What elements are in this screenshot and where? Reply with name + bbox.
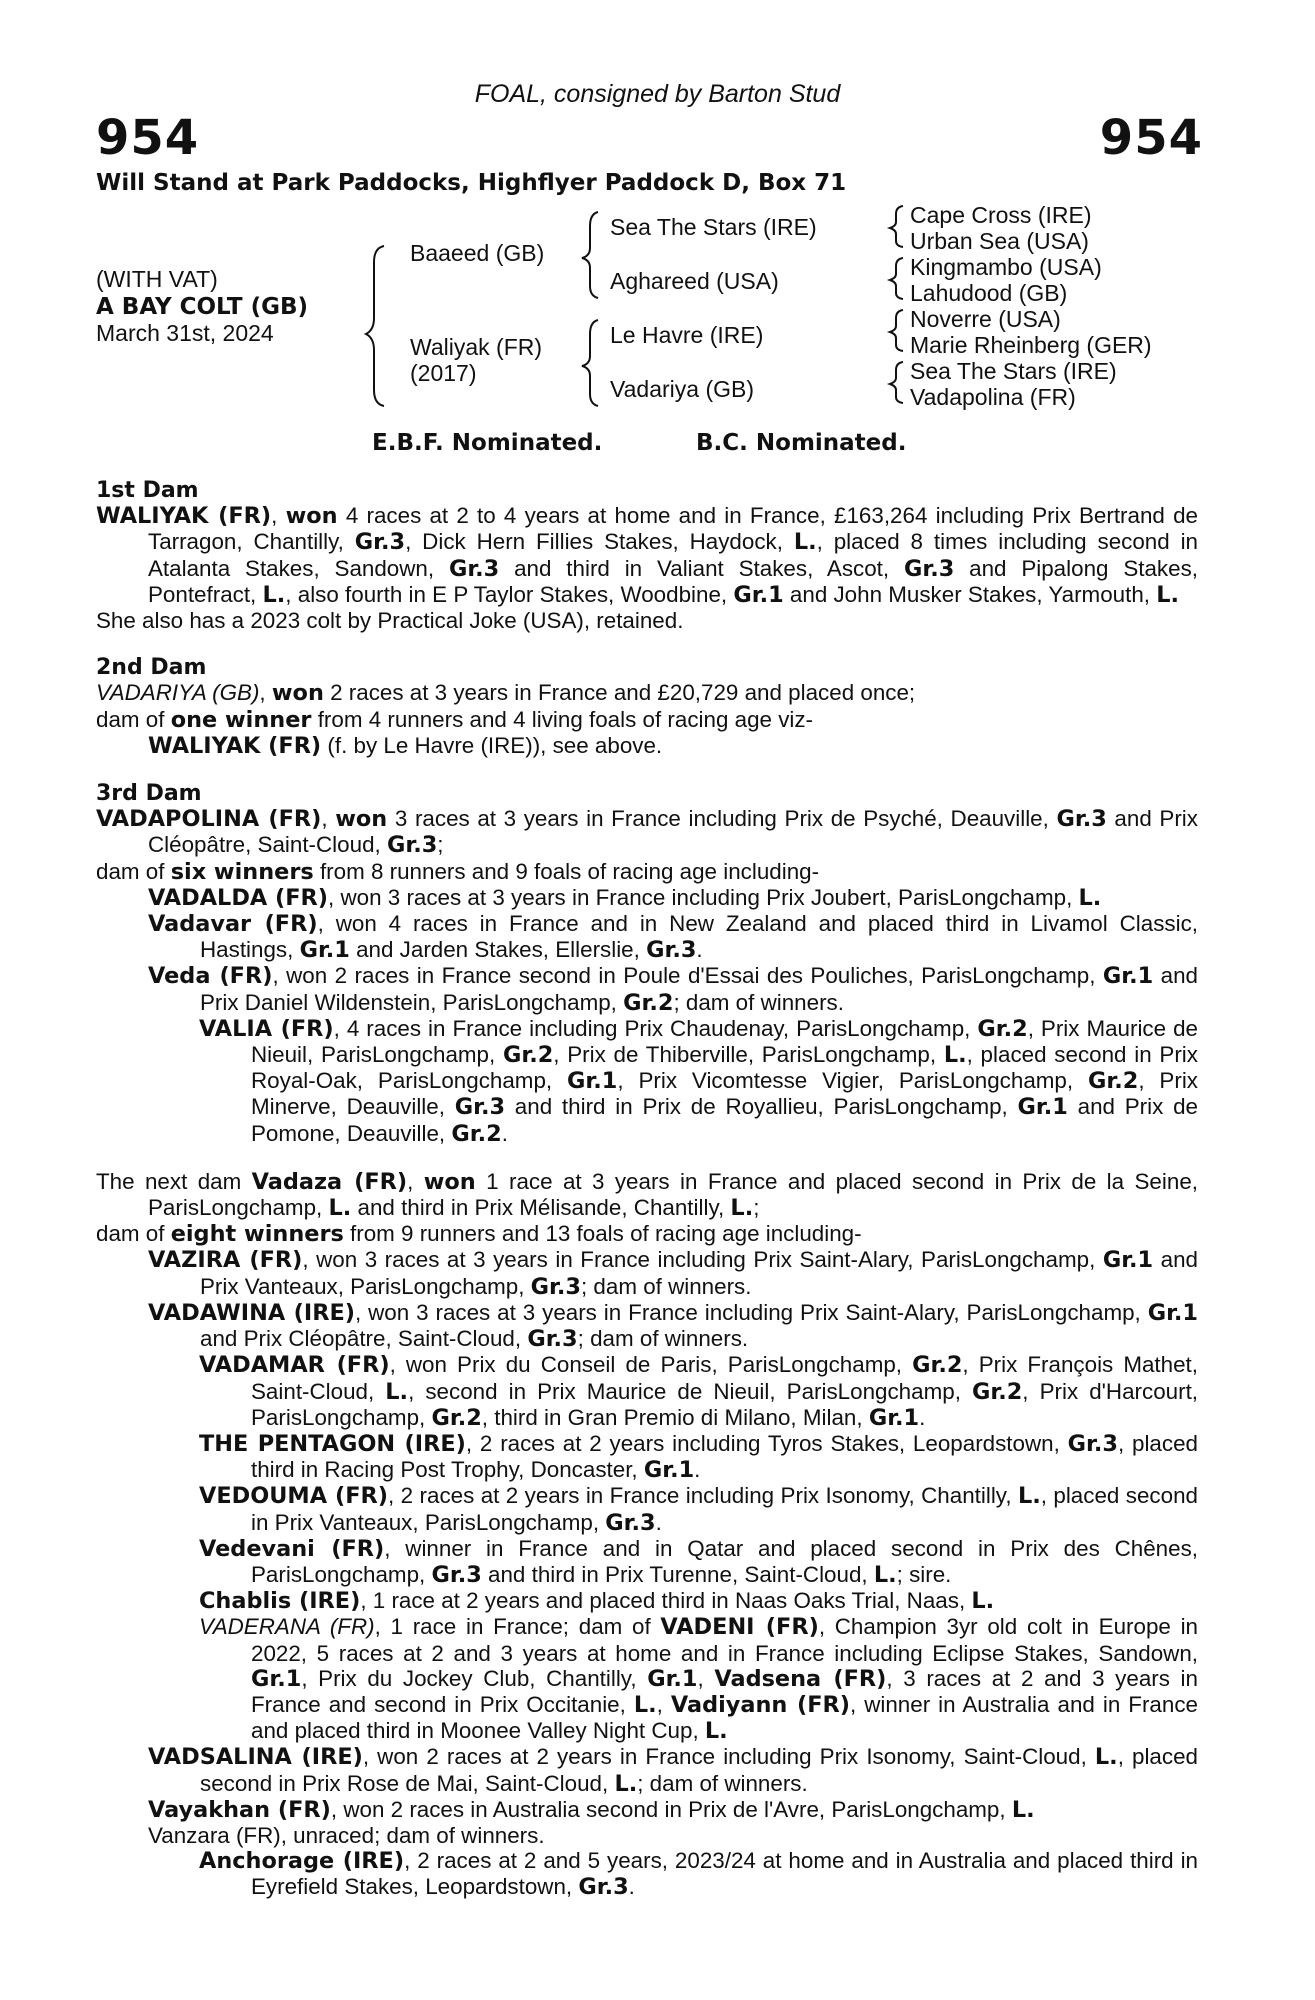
gen3-item: Kingmambo (USA)	[910, 254, 1102, 280]
ebf-nomination: E.B.F. Nominated.	[372, 430, 603, 456]
brace-gen3-2	[890, 258, 903, 299]
offspring-entry: Vanzara (FR), unraced; dam of winners.	[148, 1822, 545, 1848]
produce-record	[96, 478, 1198, 1901]
grand-offspring-entry: VADERANA (FR), 1 race in France; dam of VADENI (FR), Champion 3yr old colt in Europe in 2022, 5 races at 2 and 3 years at home and in France including Eclipse Stakes, Sandown, Gr.1, Prix du Jockey Club, Chantilly, Gr.1, Vadsena (FR), 3 races at 2 and 3 years in France and second in Prix Occitanie, L., Vadiyann (FR), winner in Australia and in France and placed third in Moonee Valley Night Cup, L.	[199, 1614, 1198, 1745]
gen3-item: Marie Rheinberg (GER)	[910, 332, 1152, 358]
gen3-item: Sea The Stars (IRE)	[910, 358, 1117, 384]
offspring-entry: VADSALINA (IRE), won 2 races at 2 years in France including Prix Isonomy, Saint-Cloud, L., placed second in Prix Rose de Mai, Saint-Cloud, L.; dam of winners.	[148, 1744, 1198, 1797]
section-heading: 2nd Dam	[96, 655, 207, 681]
brace-dam	[582, 320, 598, 406]
second-dam-entry: VADARIYA (GB), won 2 races at 3 years in France and £20,729 and placed once;	[96, 680, 916, 707]
horse-name: VADARIYA (GB)	[96, 680, 260, 706]
next-dam-produce: dam of eight winners from 9 runners and 13 foals of racing age including-	[96, 1221, 862, 1248]
brace-gen3-1	[890, 206, 903, 247]
consignor-line: FOAL, consigned by Barton Stud	[474, 80, 841, 108]
stabling-line: Will Stand at Park Paddocks, Highflyer Paddock D, Box 71	[96, 170, 847, 196]
offspring-entry: Veda (FR), won 2 races in France second in Poule d'Essai des Pouliches, ParisLongchamp, Gr.1 and Prix Daniel Wildenstein, ParisLongchamp, Gr.2; dam of winners.	[148, 963, 1198, 1016]
dam-year: (2017)	[410, 360, 477, 386]
grand-offspring-entry: Anchorage (IRE), 2 races at 2 and 5 years, 2023/24 at home and in Australia and placed third in Eyrefield Stakes, Leopardstown, Gr.3.	[199, 1848, 1198, 1901]
sire-name: Baaeed (GB)	[410, 240, 545, 266]
offspring-entry: VADALDA (FR), won 3 races at 3 years in France including Prix Joubert, ParisLongchamp, L.	[148, 884, 1102, 911]
pedigree-table	[0, 0, 1315, 460]
offspring-entry: Vayakhan (FR), won 2 races in Australia second in Prix de l'Avre, ParisLongchamp, L.	[148, 1796, 1035, 1823]
brace-gen3-4	[890, 362, 903, 403]
grand-offspring-entry: VEDOUMA (FR), 2 races at 2 years in France including Prix Isonomy, Chantilly, L., placed second in Prix Vanteaux, ParisLongchamp, Gr.3.	[199, 1483, 1198, 1536]
gen3-item: Cape Cross (IRE)	[910, 202, 1092, 228]
gen3-item: Noverre (USA)	[910, 306, 1061, 332]
grand-offspring-entry: THE PENTAGON (IRE), 2 races at 2 years including Tyros Stakes, Leopardstown, Gr.3, placed third in Racing Post Trophy, Doncaster, Gr.1.	[199, 1430, 1198, 1484]
grand-offspring-entry: Vedevani (FR), winner in France and in Qatar and placed second in Prix des Chênes, ParisLongchamp, Gr.3 and third in Prix Turenne, Saint-Cloud, L.; sire.	[199, 1535, 1198, 1588]
vat-label: (WITH VAT)	[96, 266, 218, 292]
foaling-date: March 31st, 2024	[96, 320, 274, 346]
offspring-entry: Vadavar (FR), won 4 races in France and in New Zealand and placed third in Livamol Classic, Hastings, Gr.1 and Jarden Stakes, Ellerslie, Gr.3.	[148, 911, 1198, 964]
gen3-item: Urban Sea (USA)	[910, 228, 1089, 254]
horse-name: WALIYAK (FR)	[96, 503, 272, 530]
first-dam-entry: WALIYAK (FR), won 4 races at 2 to 4 years at home and in France, £163,264 including Prix Bertrand de Tarragon, Chantilly, Gr.3, Dick Hern Fillies Stakes, Haydock, L., placed 8 times including second in Atalanta Stakes, Sandown, Gr.3 and third in Valiant Stakes, Ascot, Gr.3 and Pipalong Stakes, Pontefract, L., also fourth in E P Taylor Stakes, Woodbine, Gr.1 and John Musker Stakes, Yarmouth, L.	[96, 503, 1198, 608]
lot-number-left: 954	[96, 110, 200, 166]
grand-offspring-entry: VADAMAR (FR), won Prix du Conseil de Paris, ParisLongchamp, Gr.2, Prix François Mathet, Saint-Cloud, L., second in Prix Maurice de Nieuil, ParisLongchamp, Gr.2, Prix d'Harcourt, ParisLongchamp, Gr.2, third in Gran Premio di Milano, Milan, Gr.1.	[199, 1352, 1199, 1431]
brace-gen3-3	[890, 310, 903, 351]
section-heading: 3rd Dam	[96, 781, 202, 807]
lot-number-right: 954	[1099, 110, 1203, 166]
offspring-entry: WALIYAK (FR) (f. by Le Havre (IRE)), see above.	[148, 732, 663, 759]
next-dam-entry: The next dam Vadaza (FR), won 1 race at 3 years in France and placed second in Prix de la Seine, ParisLongchamp, L. and third in Prix Mélisande, Chantilly, L.;	[96, 1168, 1198, 1222]
section-heading: 1st Dam	[96, 478, 199, 503]
brace-subject	[366, 246, 384, 406]
third-dam-entry: VADAPOLINA (FR), won 3 races at 3 years in France including Prix de Psyché, Deauville, Gr.3 and Prix Cléopâtre, Saint-Cloud, Gr.3;	[96, 806, 1198, 859]
sire-dam: Aghareed (USA)	[610, 268, 779, 294]
dam-dam: Vadariya (GB)	[610, 376, 755, 402]
first-dam-also: She also has a 2023 colt by Practical Joke (USA), retained.	[96, 608, 684, 634]
grand-offspring-entry: Chablis (IRE), 1 race at 2 years and placed third in Naas Oaks Trial, Naas, L.	[199, 1588, 995, 1615]
brace-sire	[582, 212, 598, 298]
grand-offspring-entry: VALIA (FR), 4 races in France including Prix Chaudenay, ParisLongchamp, Gr.2, Prix Maurice de Nieuil, ParisLongchamp, Gr.2, Prix de Thiberville, ParisLongchamp, L., placed second in Prix Royal-Oak, ParisLongchamp, Gr.1, Prix Vicomtesse Vigier, ParisLongchamp, Gr.2, Prix Minerve, Deauville, Gr.3 and third in Prix de Royallieu, ParisLongchamp, Gr.1 and Prix de Pomone, Deauville, Gr.2.	[199, 1015, 1198, 1147]
offspring-entry: VADAWINA (IRE), won 3 races at 3 years in France including Prix Saint-Alary, ParisLongchamp, Gr.1 and Prix Cléopâtre, Saint-Cloud, Gr.3; dam of winners.	[148, 1299, 1198, 1353]
gen3-item: Lahudood (GB)	[910, 280, 1068, 306]
third-dam-produce: dam of six winners from 8 runners and 9 foals of racing age including-	[96, 858, 820, 885]
lot-title: A BAY COLT (GB)	[96, 294, 309, 320]
offspring-entry: VAZIRA (FR), won 3 races at 3 years in France including Prix Saint-Alary, ParisLongchamp, Gr.1 and Prix Vanteaux, ParisLongchamp, Gr.3; dam of winners.	[148, 1247, 1198, 1300]
bc-nomination: B.C. Nominated.	[696, 430, 907, 456]
gen3-item: Vadapolina (FR)	[910, 384, 1076, 410]
dam-name: Waliyak (FR)	[410, 334, 543, 360]
sire-sire: Sea The Stars (IRE)	[610, 214, 817, 240]
dam-sire: Le Havre (IRE)	[610, 322, 764, 348]
second-dam-produce: dam of one winner from 4 runners and 4 living foals of racing age viz-	[96, 706, 814, 733]
